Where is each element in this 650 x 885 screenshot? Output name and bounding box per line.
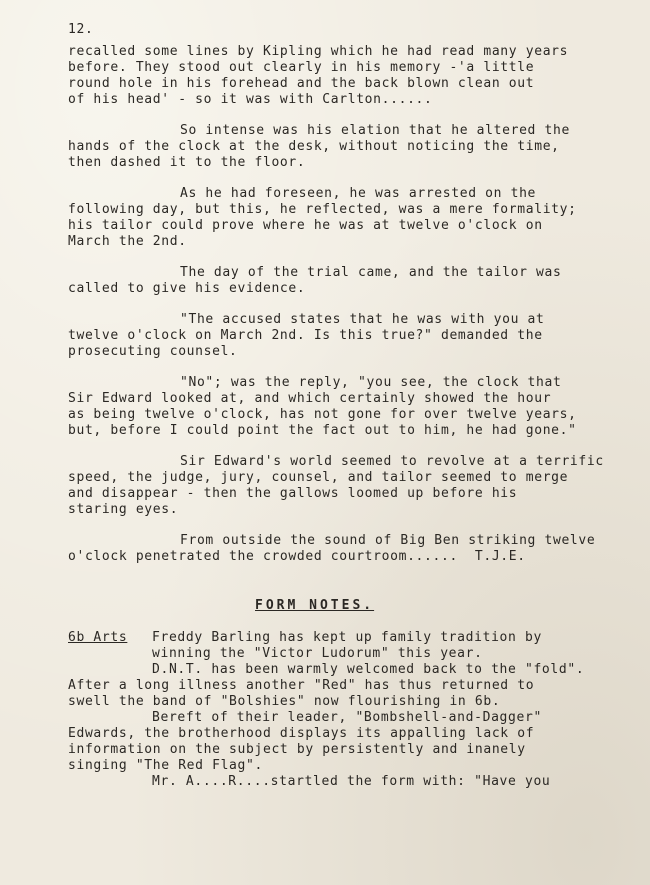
- paragraph-line: of his head' - so it was with Carlton......: [68, 92, 433, 107]
- notes-line: winning the "Victor Ludorum" this year.: [152, 646, 483, 661]
- notes-line: After a long illness another "Red" has thus returned to: [68, 678, 535, 693]
- paragraph-line: following day, but this, he reflected, was a mere formality;: [68, 202, 577, 217]
- paragraph-line: before. They stood out clearly in his memory -'a little: [68, 60, 535, 75]
- paragraph-line: recalled some lines by Kipling which he had read many years: [68, 44, 569, 59]
- paragraph-line: hands of the clock at the desk, without noticing the time,: [68, 139, 560, 154]
- notes-line: Bereft of their leader, "Bombshell-and-Dagger": [152, 710, 542, 725]
- paragraph-line: round hole in his forehead and the back blown clean out: [68, 76, 535, 91]
- notes-line: Edwards, the brotherhood displays its appalling lack of: [68, 726, 535, 741]
- paragraph-line: "No"; was the reply, "you see, the clock that: [180, 375, 562, 390]
- paragraph-line: as being twelve o'clock, has not gone for over twelve years,: [68, 407, 577, 422]
- paragraph-line: As he had foreseen, he was arrested on the: [180, 186, 537, 201]
- paragraph-line: his tailor could prove where he was at twelve o'clock on: [68, 218, 543, 233]
- notes-line: singing "The Red Flag".: [68, 758, 263, 773]
- paragraph-line: Sir Edward looked at, and which certainly showed the hour: [68, 391, 552, 406]
- paragraph-line: speed, the judge, jury, counsel, and tailor seemed to merge: [68, 470, 569, 485]
- section-heading: FORM NOTES.: [255, 598, 375, 613]
- form-label: 6b Arts: [68, 630, 128, 645]
- notes-line: D.N.T. has been warmly welcomed back to the "fold".: [152, 662, 585, 677]
- paragraph-line: twelve o'clock on March 2nd. Is this true?" demanded the: [68, 328, 543, 343]
- notes-line: Freddy Barling has kept up family tradition by: [152, 630, 542, 645]
- paragraph-line: March the 2nd.: [68, 234, 187, 249]
- paragraph-line: o'clock penetrated the crowded courtroom...... T.J.E.: [68, 549, 526, 564]
- paragraph-line: The day of the trial came, and the tailor was: [180, 265, 562, 280]
- paragraph-line: called to give his evidence.: [68, 281, 306, 296]
- notes-line: Mr. A....R....startled the form with: "Have you: [152, 774, 551, 789]
- paragraph-line: So intense was his elation that he altered the: [180, 123, 570, 138]
- paragraph-line: Sir Edward's world seemed to revolve at a terrific: [180, 454, 604, 469]
- paragraph-line: and disappear - then the gallows loomed up before his: [68, 486, 518, 501]
- notes-line: information on the subject by persistently and inanely: [68, 742, 526, 757]
- notes-line: swell the band of "Bolshies" now flourishing in 6b.: [68, 694, 501, 709]
- paragraph-line: then dashed it to the floor.: [68, 155, 306, 170]
- paragraph-line: "The accused states that he was with you at: [180, 312, 545, 327]
- paragraph-line: staring eyes.: [68, 502, 179, 517]
- page-number: 12.: [68, 22, 94, 37]
- paragraph-line: prosecuting counsel.: [68, 344, 238, 359]
- paragraph-line: From outside the sound of Big Ben striking twelve: [180, 533, 596, 548]
- paragraph-line: but, before I could point the fact out to him, he had gone.": [68, 423, 577, 438]
